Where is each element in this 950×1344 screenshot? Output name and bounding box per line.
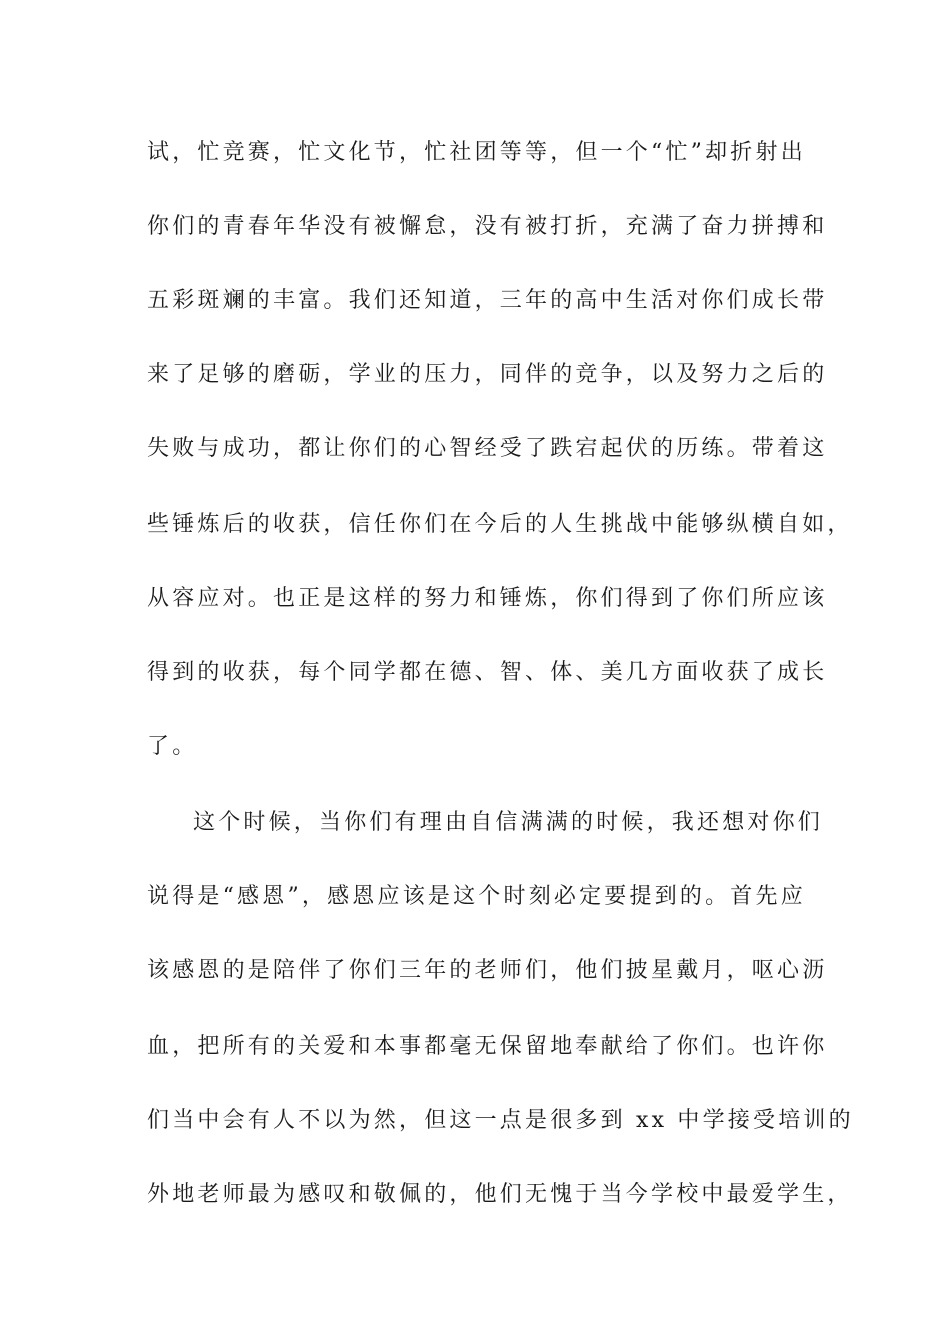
text-line-7: 从容应对。也正是这样的努力和锤炼，你们得到了你们所应该 xyxy=(147,586,828,611)
text-line-13: 血，把所有的关爱和本事都毫无保留地奉献给了你们。也许你 xyxy=(147,1034,828,1059)
text-line-12: 该感恩的是陪伴了你们三年的老师们，他们披星戴月，呕心沥 xyxy=(147,958,828,983)
text-line-1: 试，忙竞赛，忙文化节，忙社团等等，但一个“忙”却折射出 xyxy=(147,140,806,165)
text-line-6: 些锤炼后的收获，信任你们在今后的人生挑战中能够纵横自如， xyxy=(147,512,853,537)
text-line-5: 失败与成功，都让你们的心智经受了跌宕起伏的历练。带着这 xyxy=(147,436,828,461)
text-line-9: 了。 xyxy=(147,734,198,759)
paragraph-first-line: 这个时候，当你们有理由自信满满的时候，我还想对你们 xyxy=(193,810,824,835)
text-line-11: 说得是“感恩”，感恩应该是这个时刻必定要提到的。首先应 xyxy=(147,884,806,909)
text-line-15: 外地老师最为感叹和敬佩的，他们无愧于当今学校中最爱学生， xyxy=(147,1182,853,1207)
text-line-3: 五彩斑斓的丰富。我们还知道，三年的高中生活对你们成长带 xyxy=(147,288,828,313)
text-line-14: 们当中会有人不以为然，但这一点是很多到 xx 中学接受培训的 xyxy=(147,1108,854,1133)
text-line-8: 得到的收获，每个同学都在德、智、体、美几方面收获了成长 xyxy=(147,660,828,685)
text-line-2: 你们的青春年华没有被懈怠，没有被打折，充满了奋力拼搏和 xyxy=(147,214,828,239)
text-line-4: 来了足够的磨砺，学业的压力，同伴的竞争，以及努力之后的 xyxy=(147,362,828,387)
